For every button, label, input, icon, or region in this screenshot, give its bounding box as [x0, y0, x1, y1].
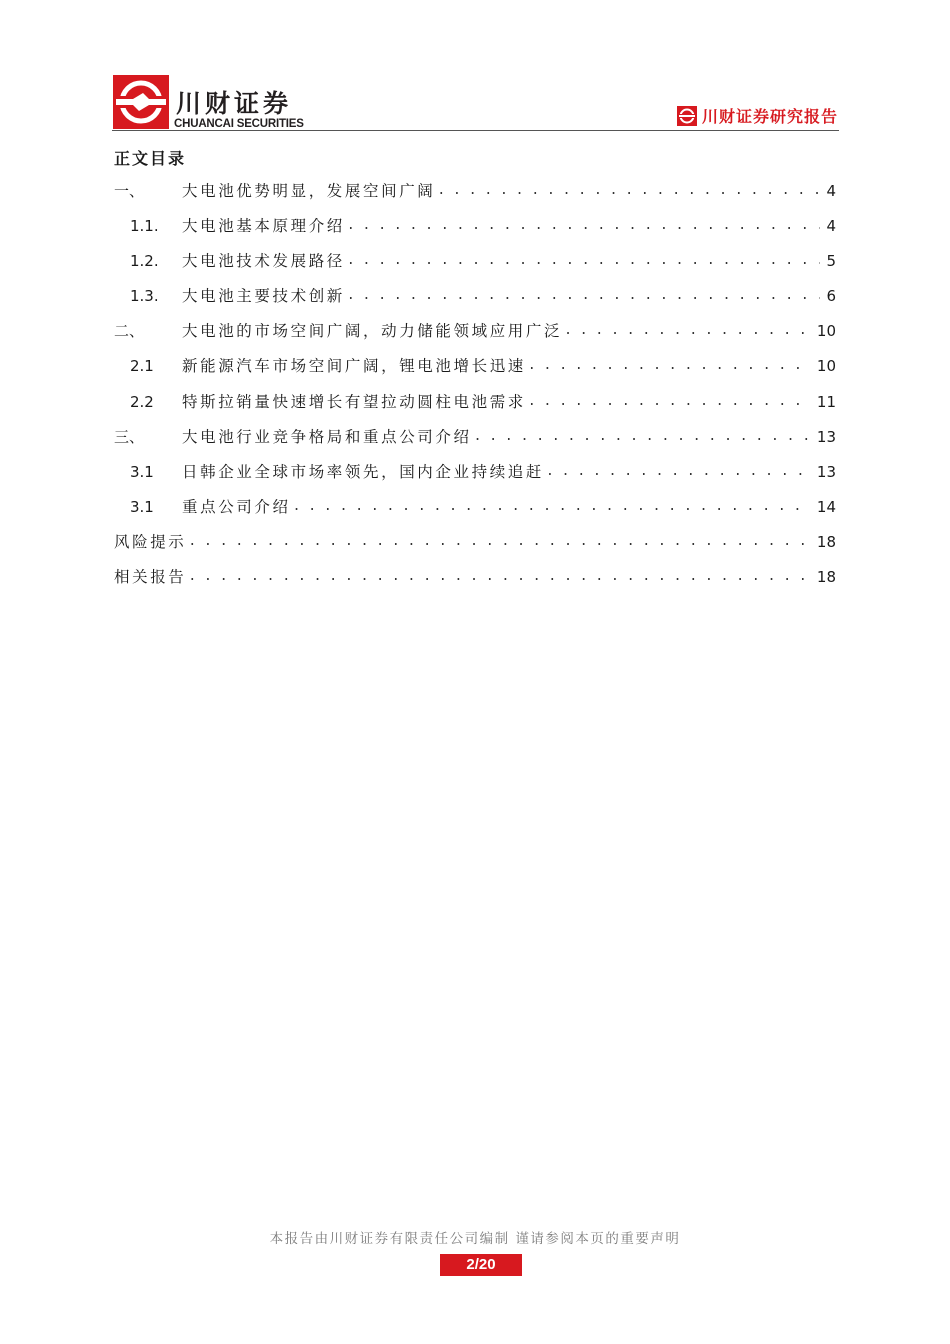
toc-list — [114, 180, 836, 601]
toc-entry-label: 大电池主要技术创新 — [182, 287, 345, 306]
toc-entry-number: 1.2. — [130, 252, 159, 271]
toc-entry-number: 三、 — [114, 427, 145, 446]
report-tag-label: 川财证券研究报告 — [701, 107, 838, 126]
toc-entry-label: 相关报告 — [114, 568, 187, 587]
toc-entry-label: 特斯拉销量快速增长有望拉动圆柱电池需求 — [182, 392, 526, 411]
report-tag — [677, 104, 838, 127]
toc-entry-label: 新能源汽车市场空间广阔，锂电池增长迅速 — [182, 357, 526, 376]
toc-dot-leader — [437, 180, 820, 202]
page-header — [0, 0, 950, 140]
toc-entry-page: 6 — [826, 287, 836, 306]
toc-entry-label: 日韩企业全球市场率领先，国内企业持续追赶 — [182, 462, 545, 481]
toc-entry-label: 重点公司介绍 — [182, 497, 291, 516]
toc-entry-page: 4 — [826, 182, 836, 200]
toc-title: 正文目录 — [114, 149, 187, 168]
footer-statement: 本报告由川财证券有限责任公司编制 谨请参阅本页的重要声明 — [269, 1231, 681, 1247]
toc-entry-page: 18 — [816, 568, 836, 587]
toc-entry-label: 大电池优势明显，发展空间广阔 — [182, 182, 436, 200]
toc-dot-leader — [188, 531, 811, 553]
toc-entry[interactable] — [114, 215, 836, 250]
brand-name-en: CHUANCAI SECURITIES — [174, 118, 304, 130]
toc-entry-page: 4 — [826, 217, 836, 236]
toc-entry-label: 大电池基本原理介绍 — [182, 217, 345, 236]
toc-entry[interactable] — [114, 461, 836, 496]
toc-dot-leader — [347, 215, 821, 237]
toc-entry-label: 大电池技术发展路径 — [182, 252, 345, 271]
toc-entry[interactable] — [114, 496, 836, 531]
toc-entry-number: 3.1 — [130, 497, 154, 516]
brand-name-cn: 川财证券 — [176, 89, 293, 118]
toc-entry[interactable] — [114, 355, 836, 390]
toc-dot-leader — [564, 320, 811, 342]
toc-entry[interactable] — [114, 250, 836, 285]
toc-entry-label: 大电池的市场空间广阔，动力储能领域应用广泛 — [182, 322, 563, 341]
toc-entry-number: 3.1 — [130, 462, 154, 481]
toc-dot-leader — [347, 250, 821, 272]
toc-entry-page: 14 — [816, 497, 836, 516]
toc-entry-page: 10 — [816, 322, 836, 341]
toc-entry-page: 5 — [826, 252, 836, 271]
toc-dot-leader — [528, 391, 811, 413]
toc-entry-page: 10 — [816, 357, 836, 376]
toc-entry-label: 大电池行业竞争格局和重点公司介绍 — [182, 427, 472, 446]
company-logo-icon — [113, 75, 169, 129]
toc-dot-leader — [528, 355, 811, 377]
mini-logo-icon — [677, 106, 697, 126]
toc-entry-page: 13 — [816, 462, 836, 481]
toc-entry-number: 2.2 — [130, 392, 154, 411]
toc-dot-leader — [293, 496, 811, 518]
toc-dot-leader — [546, 461, 811, 483]
toc-entry[interactable] — [114, 531, 836, 566]
toc-entry-number: 二、 — [114, 322, 145, 341]
toc-entry-page: 13 — [816, 427, 836, 446]
toc-dot-leader — [188, 566, 811, 588]
toc-entry-number: 1.1. — [130, 217, 159, 236]
toc-entry[interactable] — [114, 180, 836, 215]
toc-dot-leader — [474, 426, 811, 448]
toc-entry[interactable] — [114, 320, 836, 355]
table-of-contents — [114, 146, 836, 601]
toc-entry-page: 11 — [816, 392, 836, 411]
toc-entry[interactable] — [114, 566, 836, 601]
toc-entry-number: 1.3. — [130, 287, 159, 306]
toc-dot-leader — [347, 285, 821, 307]
toc-entry-label: 风险提示 — [114, 532, 187, 551]
toc-entry-number: 一、 — [114, 182, 145, 200]
toc-entry-number: 2.1 — [130, 357, 154, 376]
header-divider — [112, 130, 839, 131]
toc-entry[interactable] — [114, 285, 836, 320]
toc-entry-page: 18 — [816, 532, 836, 551]
toc-entry[interactable] — [114, 391, 836, 426]
toc-entry[interactable] — [114, 426, 836, 461]
page-number-badge: 2/20 — [440, 1254, 522, 1276]
